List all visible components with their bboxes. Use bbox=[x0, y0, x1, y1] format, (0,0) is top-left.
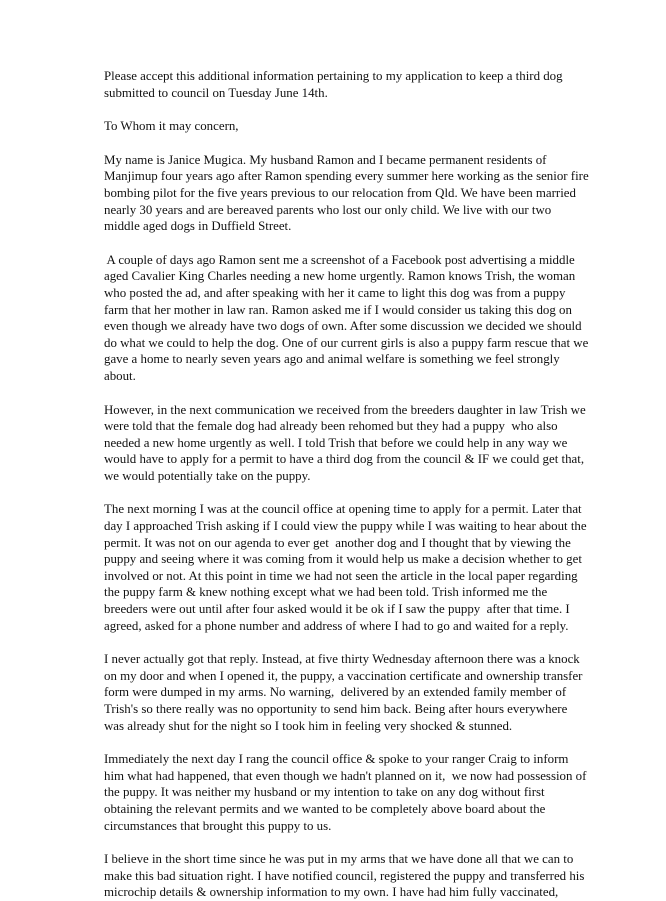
text-line: were told that the female dog had already been rehomed but they had a puppy who also bbox=[104, 419, 558, 434]
text-line: circumstances that brought this puppy to us. bbox=[104, 818, 332, 833]
text-line: farm that her mother in law ran. Ramon asked me if I would consider us taking this dog on bbox=[104, 302, 572, 317]
letter-paragraph bbox=[104, 751, 587, 834]
text-line: day I approached Trish asking if I could view the puppy while I was waiting to hear about the bbox=[104, 519, 587, 534]
text-line: The next morning I was at the council office at opening time to apply for a permit. Later that bbox=[104, 502, 582, 517]
text-line: permit. It was not on our agenda to ever get another dog and I thought that by viewing the bbox=[104, 535, 571, 550]
text-line: make this bad situation right. I have notified council, registered the puppy and transferred his bbox=[104, 868, 585, 883]
text-line: the puppy farm & knew nothing except what we had been told. Trish informed me the bbox=[104, 585, 548, 600]
letter-paragraph bbox=[104, 651, 583, 734]
text-line: him what had happened, that even though we hadn't planned on it, we now had possession of bbox=[104, 768, 587, 783]
text-line: about. bbox=[104, 368, 136, 383]
letter-body bbox=[104, 68, 589, 901]
text-line: I believe in the short time since he was put in my arms that we have done all that we can to bbox=[104, 852, 574, 867]
text-line: even though we already have two dogs of own. After some discussion we decided we should bbox=[104, 319, 582, 334]
text-line: needed a new home urgently as well. I told Trish that before we could help in any way we bbox=[104, 435, 568, 450]
text-line: To Whom it may concern, bbox=[104, 119, 239, 134]
text-line: Immediately the next day I rang the council office & spoke to your ranger Craig to inform bbox=[104, 752, 569, 767]
text-line: submitted to council on Tuesday June 14th. bbox=[104, 85, 328, 100]
text-line: nearly 30 years and are bereaved parents who lost our only child. We live with our two bbox=[104, 202, 552, 217]
text-line: However, in the next communication we received from the breeders daughter in law Trish we bbox=[104, 402, 586, 417]
text-line: A couple of days ago Ramon sent me a screenshot of a Facebook post advertising a middle bbox=[104, 252, 575, 267]
text-line: obtaining the relevant permits and we wanted to be completely above board about the bbox=[104, 801, 546, 816]
text-line: the puppy. It was neither my husband or my intention to take on any dog without first bbox=[104, 785, 545, 800]
letter-paragraph bbox=[104, 68, 570, 101]
text-line: gave a home to nearly seven years ago and animal welfare is something we feel strongly bbox=[104, 352, 560, 367]
text-line: on my door and when I opened it, the puppy, a vaccination certificate and ownership transfer bbox=[104, 668, 583, 683]
letter-paragraph bbox=[104, 118, 570, 135]
text-line: Please accept this additional information pertaining to my application to keep a third dog bbox=[104, 69, 563, 83]
letter-paragraph bbox=[104, 402, 586, 485]
text-line: microchip details & ownership information to my own. I have had him fully vaccinated, bbox=[104, 885, 559, 900]
text-line: do what we could to help the dog. One of our current girls is also a puppy farm rescue that we bbox=[104, 335, 589, 350]
text-line: involved or not. At this point in time we had not seen the article in the local paper regarding bbox=[104, 568, 578, 583]
text-line: breeders were out until after four asked would it be ok if I saw the puppy after that time. I bbox=[104, 602, 570, 617]
text-line: we would potentially take on the puppy. bbox=[104, 468, 311, 483]
text-line: My name is Janice Mugica. My husband Ramon and I became permanent residents of bbox=[104, 152, 547, 167]
text-line: Trish's so there really was no opportunity to send him back. Being after hours everywhere bbox=[104, 702, 568, 716]
text-line: puppy and seeing where it was coming from it would help us make a decision whether to get bbox=[104, 552, 582, 567]
letter-paragraph bbox=[104, 152, 589, 235]
text-line: form were dumped in my arms. No warning, delivered by an extended family member of bbox=[104, 685, 567, 700]
letter-paragraph bbox=[104, 501, 587, 634]
letter-paragraph bbox=[104, 252, 589, 385]
text-line: would have to apply for a permit to have a third dog from the council & IF we could get that, bbox=[104, 452, 585, 467]
text-line: was already shut for the night so I took him in feeling very shocked & stunned. bbox=[104, 718, 513, 733]
text-line: aged Cavalier King Charles needing a new home urgently. Ramon knows Trish, the woman bbox=[104, 269, 576, 284]
text-line: agreed, asked for a phone number and address of where I had to go and waited for a reply. bbox=[104, 618, 569, 633]
text-line: who posted the ad, and after speaking with her it came to light this dog was from a puppy bbox=[104, 285, 566, 300]
text-line: bombing pilot for the five years previous to our relocation from Qld. We have been married bbox=[104, 185, 576, 200]
text-line: Manjimup four years ago after Ramon spending every summer here working as the senior fire bbox=[104, 169, 589, 184]
text-line: I never actually got that reply. Instead, at five thirty Wednesday afternoon there was a knock bbox=[104, 652, 580, 667]
letter-paragraph bbox=[104, 851, 585, 901]
text-line: middle aged dogs in Duffield Street. bbox=[104, 219, 292, 234]
